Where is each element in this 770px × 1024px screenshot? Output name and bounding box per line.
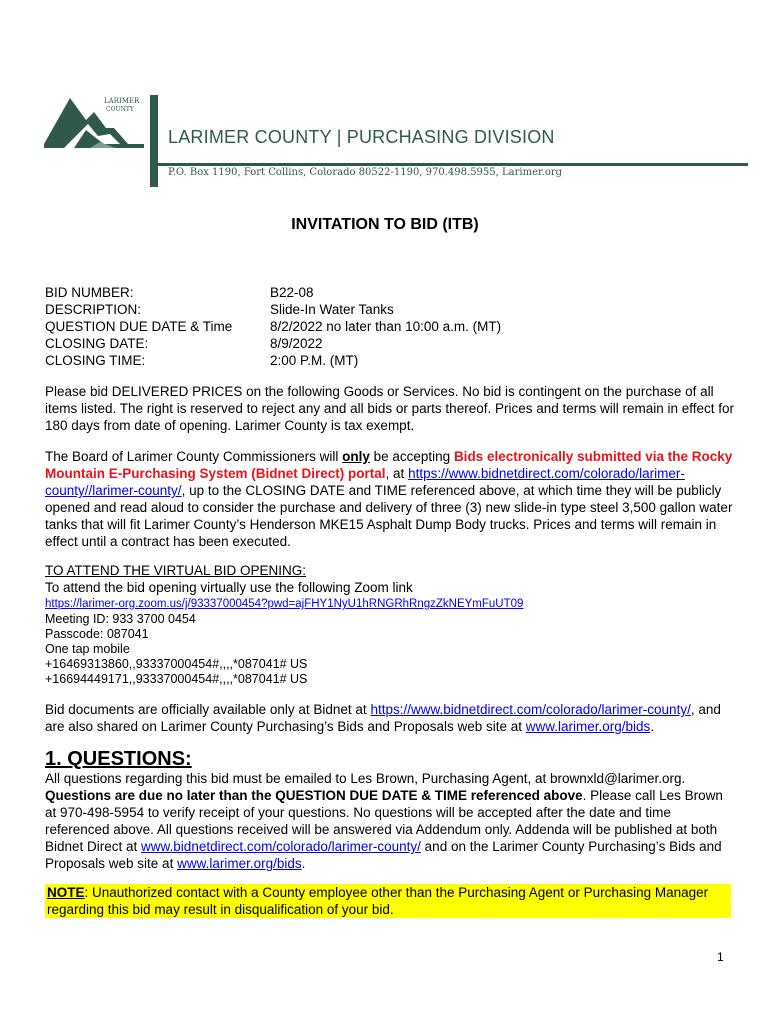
closing-time-label: CLOSING TIME: — [45, 353, 146, 368]
larimer-bids-link[interactable]: www.larimer.org/bids — [525, 719, 651, 734]
larimer-bids-link-2[interactable]: www.larimer.org/bids — [177, 856, 302, 871]
p2-text: The Board of Larimer County Commissioners will — [45, 449, 343, 464]
description-value: Slide-In Water Tanks — [270, 302, 394, 317]
header-vertical-bar — [150, 95, 158, 187]
bid-info-table — [45, 284, 501, 369]
one-tap-number-1: +16469313860,,93337000454#,,,,*087041# US — [45, 657, 308, 671]
bid-info-row — [45, 318, 501, 335]
bidnet-link[interactable]: https://www.bidnetdirect.com/colorado/larimer-county//larimer-county/ — [45, 466, 685, 498]
zoom-link[interactable]: https://larimer-org.zoom.us/j/93337000454?pwd=ajFHY1NyU1hRNGRhRngzZkNEYmFuUT09 — [45, 598, 524, 610]
p3-text: , and are also shared on Larimer County Purchasing’s Bids and Proposals web site at — [45, 702, 721, 734]
virtual-opening-section — [45, 562, 735, 687]
bid-number-label: BID NUMBER: — [45, 285, 134, 300]
virtual-opening-intro: To attend the bid opening virtually use the following Zoom link — [45, 580, 413, 595]
p2-text: be accepting — [369, 449, 454, 464]
questions-paragraph — [45, 770, 735, 872]
bidnet-link-3[interactable]: www.bidnetdirect.com/colorado/larimer-county/ — [141, 839, 421, 854]
p2-red-text: Bids electronically submitted via the Rocky Mountain E-Purchasing System (Bidnet Direct) portal — [45, 449, 733, 481]
questions-text: . Please call Les Brown at 970-498-5954 to verify receipt of your questions. No questions will be accepted after the date and time referenced above. All questions received will be answered via Addendum only. Addenda will be published at both Bidnet Direct at — [45, 788, 723, 854]
delivered-prices-paragraph: Please bid DELIVERED PRICES on the following Goods or Services. No bid is contingent on the purchase of all items listed. The right is reserved to reject any and all bids or parts thereof. Prices and terms will remain in effect for 180 days from date of opening. Larimer County is tax exempt. — [45, 384, 735, 433]
note-label: NOTE — [47, 885, 85, 900]
passcode: Passcode: 087041 — [45, 627, 149, 641]
bid-documents-paragraph — [45, 701, 735, 735]
bid-number-value: B22-08 — [270, 285, 314, 300]
note-highlight — [45, 884, 731, 918]
closing-date-label: CLOSING DATE: — [45, 336, 149, 351]
meeting-id: Meeting ID: 933 3700 0454 — [45, 612, 196, 626]
bid-info-row — [45, 284, 501, 301]
p2-text: , up to the CLOSING DATE and TIME referenced above, at which time they will be publicly opened and read aloud to consider the purchase and delivery of three (3) new slide-in type steel 3,500 gallon water tanks that will fit Larimer County’s Henderson MKE15 Asphalt Dump Body trucks. Prices and terms will remain in effect until a contract has been executed. — [45, 483, 733, 549]
logo-text-larimer: LARIMER — [104, 97, 140, 105]
questions-heading: 1. QUESTIONS: — [45, 748, 192, 770]
p3-text: Bid documents are officially available only at Bidnet at — [45, 702, 371, 717]
landscape-logo-icon — [44, 94, 144, 150]
one-tap-label: One tap mobile — [45, 642, 130, 656]
note-text: : Unauthorized contact with a County employee other than the Purchasing Agent or Purchasing Manager regarding this bid may result in disqualification of your bid. — [47, 885, 709, 917]
closing-time-value: 2:00 P.M. (MT) — [270, 353, 359, 368]
questions-bold: Questions are due no later than the QUESTION DUE DATE & TIME referenced above — [45, 788, 583, 803]
description-label: DESCRIPTION: — [45, 302, 142, 317]
bid-info-row — [45, 352, 501, 369]
virtual-opening-heading: TO ATTEND THE VIRTUAL BID OPENING: — [45, 563, 307, 578]
county-logo — [44, 94, 144, 150]
p2-only: only — [342, 449, 370, 464]
logo-text-county: COUNTY — [106, 106, 134, 113]
bid-info-row — [45, 301, 501, 318]
closing-date-value: 8/9/2022 — [270, 336, 323, 351]
bidnet-paragraph — [45, 448, 735, 550]
p3-text: . — [650, 719, 655, 734]
one-tap-number-2: +16694449171,,93337000454#,,,,*087041# US — [45, 672, 308, 686]
questions-text: . — [301, 856, 306, 871]
questions-text: and on the Larimer County Purchasing’s Bids and Proposals web site at — [45, 839, 722, 871]
header-divider — [158, 163, 748, 166]
bid-info-row — [45, 335, 501, 352]
p2-text: , at — [385, 466, 409, 481]
questions-line1: All questions regarding this bid must be emailed to Les Brown, Purchasing Agent, at brownxld@larimer.org. — [45, 771, 686, 786]
org-title: LARIMER COUNTY | PURCHASING DIVISION — [168, 127, 555, 147]
question-due-value: 8/2/2022 no later than 10:00 a.m. (MT) — [270, 319, 502, 334]
question-due-label: QUESTION DUE DATE & Time — [45, 319, 233, 334]
org-address: P.O. Box 1190, Fort Collins, Colorado 80522-1190, 970.498.5955, Larimer.org — [168, 167, 563, 178]
page-number: 1 — [717, 950, 724, 964]
document-title: INVITATION TO BID (ITB) — [291, 216, 479, 233]
bidnet-link-2[interactable]: https://www.bidnetdirect.com/colorado/larimer-county/ — [370, 702, 691, 717]
